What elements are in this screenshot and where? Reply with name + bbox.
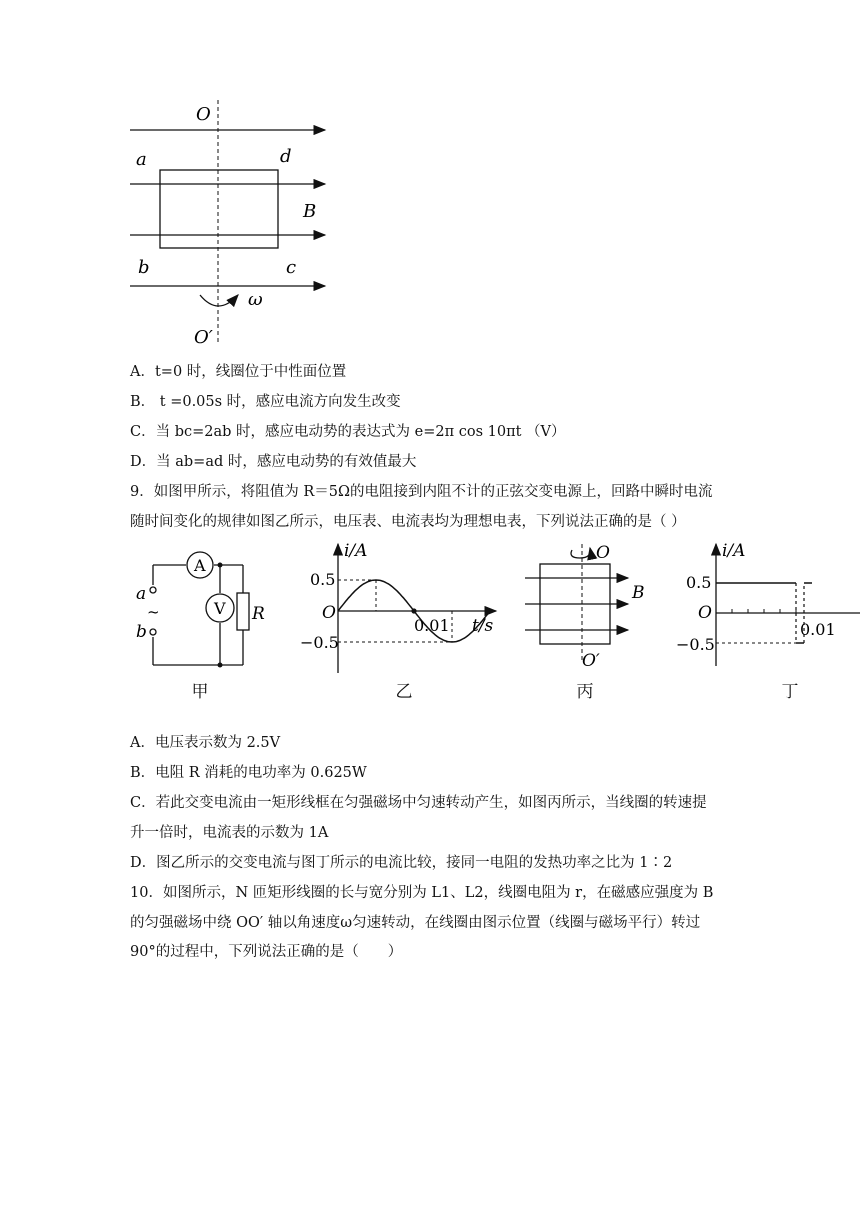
- label-O-top: O: [196, 104, 211, 125]
- label-O-bottom: O′: [582, 651, 600, 671]
- q8-option-b: [130, 392, 401, 412]
- ac-source-symbol: ~: [147, 603, 160, 621]
- option-text: 当 bc=2ab 时，感应电动势的表达式为 e=2π cos 10πt （V）: [155, 424, 566, 440]
- coil-rect: [160, 170, 278, 248]
- tick-label-x: 0.01: [800, 620, 836, 639]
- coil-figure-bing: [520, 540, 660, 670]
- resistor-label: R: [252, 604, 265, 624]
- q9-option-a: A．电压表示数为 2.5V: [130, 735, 281, 751]
- option-text: t =0.05s 时，感应电流方向发生改变: [155, 394, 401, 410]
- square-current-chart: [672, 538, 860, 683]
- y-axis-label: i/A: [722, 541, 746, 561]
- caption-yi: 乙: [395, 682, 413, 702]
- y-axis-label: i/A: [344, 541, 368, 561]
- zero-crossing-point: [411, 608, 416, 613]
- option-text: 当 ab=ad 时，感应电动势的有效值最大: [156, 454, 417, 470]
- option-prefix: D．: [130, 454, 157, 470]
- coil-field-figure: [120, 95, 350, 355]
- tick-label-pos: 0.5: [686, 573, 712, 592]
- q8-option-a: [130, 362, 346, 382]
- terminal-b-label: b: [136, 622, 147, 642]
- caption-bing: 丙: [576, 682, 594, 702]
- label-a: a: [136, 149, 147, 170]
- x-axis-label: t/s: [472, 616, 494, 636]
- resistor: [237, 593, 249, 630]
- label-O-bottom: O′: [194, 327, 213, 348]
- origin-label: O: [698, 603, 712, 623]
- option-prefix: B．: [130, 394, 156, 410]
- option-text: t=0 时，线圈位于中性面位置: [154, 364, 347, 380]
- q9-option-c-line2: 升一倍时，电流表的示数为 1A: [130, 825, 329, 841]
- label-c: c: [286, 257, 297, 278]
- label-B: B: [632, 583, 645, 603]
- tick-label-neg: −0.5: [676, 635, 715, 654]
- tick-label-neg: −0.5: [300, 633, 339, 652]
- q10-stem-line3: 90°的过程中，下列说法正确的是（ ）: [130, 944, 403, 960]
- sine-current-chart: [296, 538, 506, 683]
- q9-option-b: B．电阻 R 消耗的电功率为 0.625W: [130, 765, 367, 781]
- q9-option-d: D．图乙所示的交变电流与图丁所示的电流比较，接同一电阻的发热功率之比为 1∶2: [130, 855, 673, 871]
- terminal-b: [150, 629, 156, 635]
- tick-label-pos: 0.5: [310, 570, 336, 589]
- ammeter-label: A: [194, 556, 206, 575]
- q10-stem-line2: 的匀强磁场中绕 OO′ 轴以角速度ω匀速转动，在线圈由图示位置（线圈与磁场平行）转过: [130, 915, 701, 931]
- tick-label-x: 0.01: [414, 616, 450, 635]
- q8-option-c: [130, 422, 566, 442]
- option-prefix: C．: [130, 424, 156, 440]
- circuit-figure-jia: [128, 545, 278, 675]
- label-d: d: [280, 146, 292, 167]
- voltmeter-label: V: [214, 599, 226, 618]
- caption-ding: 丁: [781, 682, 799, 702]
- caption-jia: 甲: [191, 682, 209, 702]
- label-O-top: O: [596, 543, 610, 563]
- q9-stem-line2: 随时间变化的规律如图乙所示，电压表、电流表均为理想电表，下列说法正确的是（ ）: [130, 514, 686, 530]
- omega-arrow: [200, 295, 238, 306]
- terminal-a-label: a: [136, 584, 147, 604]
- label-omega: ω: [248, 289, 263, 310]
- q9-stem-line1: 9．如图甲所示，将阻值为 R＝5Ω的电阻接到内阻不计的正弦交变电源上，回路中瞬时电流: [130, 484, 713, 500]
- origin-label: O: [322, 603, 336, 623]
- label-b: b: [138, 257, 150, 278]
- rotation-arrow: [571, 548, 590, 558]
- q9-option-c-line1: C．若此交变电流由一矩形线框在匀强磁场中匀速转动产生，如图丙所示，当线圈的转速提: [130, 795, 707, 811]
- q8-option-d: [130, 452, 416, 472]
- option-prefix: A．: [130, 364, 155, 380]
- q10-stem-line1: 10．如图所示，N 匝矩形线圈的长与宽分别为 L1、L2，线圈电阻为 r，在磁感应强度为 B: [130, 885, 714, 901]
- label-B: B: [303, 201, 317, 222]
- terminal-a: [150, 587, 156, 593]
